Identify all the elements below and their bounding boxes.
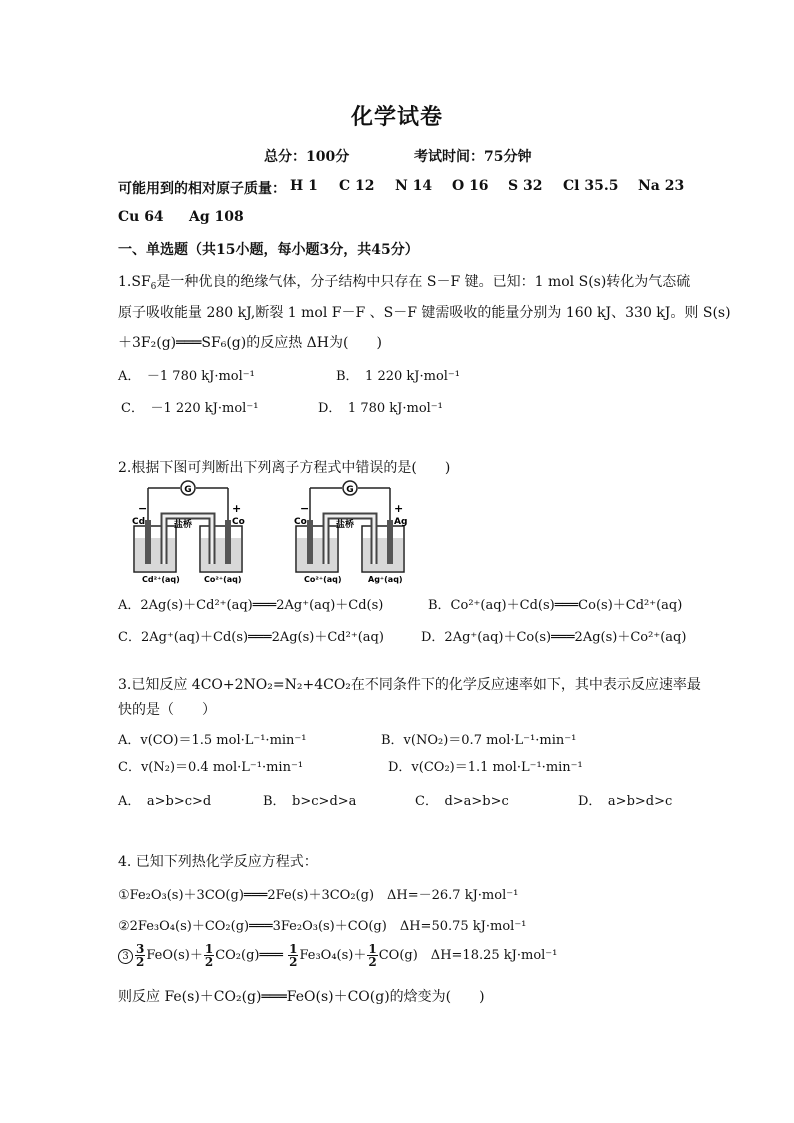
q3-rate-b: B．v(NO₂)＝0.7 mol·L⁻¹·min⁻¹	[381, 733, 577, 748]
q1-line2: 原子吸收能量 280 kJ,断裂 1 mol F－F 、S－F 键需吸收的能量分别为 160 kJ、330 kJ。则 S(s)	[118, 305, 731, 321]
atomic-mass-item: H 1	[290, 178, 318, 194]
cell-1	[132, 481, 245, 584]
electrode-label-left: Co	[294, 517, 307, 527]
q3-option-b: B． b>c>d>a	[263, 794, 357, 809]
atomic-mass-item: O 16	[452, 178, 489, 194]
plus-sign: +	[232, 502, 242, 515]
fraction: $\frac{1}{2}$	[289, 942, 298, 969]
atomic-mass-item: Cu 64	[118, 209, 164, 225]
atomic-mass-label: 可能用到的相对原子质量：	[118, 181, 286, 197]
solution-right	[363, 538, 403, 571]
section-heading: 一、单选题（共15小题，每小题3分，共45分）	[118, 242, 419, 258]
total-score: 总分：100分	[264, 149, 350, 165]
atomic-mass-item: Cl 35.5	[563, 178, 619, 194]
atomic-mass-item: N 14	[395, 178, 433, 194]
galvanometer-label: G	[184, 485, 192, 495]
electrode-label-right: Ag	[394, 517, 408, 527]
solution-label-left: Cd²⁺(aq)	[142, 575, 180, 584]
equation-number-3: 3	[118, 949, 133, 964]
q2-option-c: C．2Ag⁺(aq)＋Cd(s)═══2Ag(s)＋Cd²⁺(aq)	[118, 630, 384, 645]
solution-label-right: Co²⁺(aq)	[204, 575, 242, 584]
q4-equation-1: ①Fe₂O₃(s)＋3CO(g)═══2Fe(s)＋3CO₂(g) ΔH=－26.7 kJ·mol⁻¹	[118, 888, 519, 903]
q1-option-a: A． －1 780 kJ·mol⁻¹	[118, 369, 255, 384]
atomic-mass-item: S 32	[508, 178, 543, 194]
q3-line1: 3.已知反应 4CO+2NO₂=N₂+4CO₂在不同条件下的化学反应速率如下，其中表示反应速率最	[118, 677, 701, 693]
q1-option-b: B． 1 220 kJ·mol⁻¹	[336, 369, 461, 384]
electrode-right	[387, 520, 393, 564]
solution-label-right: Ag⁺(aq)	[368, 575, 403, 584]
q3-option-a: A． a>b>c>d	[118, 794, 212, 809]
minus-sign: −	[138, 502, 148, 515]
q1-option-c: C． －1 220 kJ·mol⁻¹	[121, 401, 259, 416]
q4-stem: 4. 已知下列热化学反应方程式：	[118, 854, 318, 870]
cell-2	[294, 481, 407, 584]
q3-option-d: D． a>b>d>c	[578, 794, 673, 809]
electrode-right	[225, 520, 231, 564]
galvanometer-label: G	[346, 485, 354, 495]
q3-rate-d: D．v(CO₂)＝1.1 mol·L⁻¹·min⁻¹	[388, 760, 583, 775]
electrode-left	[145, 520, 151, 564]
salt-bridge-label: 盐桥	[336, 520, 355, 530]
salt-bridge-label: 盐桥	[174, 520, 193, 530]
solution-label-left: Co²⁺(aq)	[304, 575, 342, 584]
page-title: 化学试卷	[350, 104, 443, 130]
q4-equation-3: 3 $\frac{3}{2}$ FeO(s)＋ $\frac{1}{2}$ CO₂(g)═══ $\frac{1}{2}$ Fe₃O₄(s)＋ $\frac{1}{2}$ CO(g) ΔH=18.25 kJ·mol⁻¹	[118, 941, 557, 971]
atomic-mass-item: Na 23	[638, 178, 685, 194]
q1-option-d: D． 1 780 kJ·mol⁻¹	[318, 401, 443, 416]
q2-option-d: D．2Ag⁺(aq)＋Co(s)═══2Ag(s)＋Co²⁺(aq)	[421, 630, 687, 645]
q2-stem: 2.根据下图可判断出下列离子方程式中错误的是( )	[118, 460, 451, 476]
fraction: $\frac{3}{2}$	[136, 942, 145, 969]
electrode-label-left: Cd	[132, 517, 146, 527]
atomic-mass-item: C 12	[339, 178, 375, 194]
solution-left	[297, 538, 337, 571]
q3-option-c: C． d>a>b>c	[415, 794, 509, 809]
q4-question: 则反应 Fe(s)＋CO₂(g)═══FeO(s)＋CO(g)的焓变为( )	[118, 989, 485, 1005]
q2-option-a: A．2Ag(s)＋Cd²⁺(aq)═══2Ag⁺(aq)＋Cd(s)	[118, 598, 384, 613]
q3-rate-a: A．v(CO)＝1.5 mol·L⁻¹·min⁻¹	[118, 733, 307, 748]
q1-line3: ＋3F₂(g)═══SF₆(g)的反应热 ΔH为( )	[118, 335, 382, 351]
exam-time: 考试时间：75分钟	[414, 149, 532, 165]
galvanic-cells-diagram	[128, 476, 418, 586]
atomic-mass-item: Ag 108	[189, 209, 244, 225]
plus-sign: +	[394, 502, 404, 515]
q4-equation-2: ②2Fe₃O₄(s)＋CO₂(g)═══3Fe₂O₃(s)＋CO(g) ΔH=50.75 kJ·mol⁻¹	[118, 919, 527, 934]
q2-option-b: B．Co²⁺(aq)＋Cd(s)═══Co(s)＋Cd²⁺(aq)	[428, 598, 683, 613]
q3-line2: 快的是（ ）	[118, 702, 216, 718]
q1-line1: $1.SF_6$是一种优良的绝缘气体，分子结构中只存在 S－F 键。已知：1 mol S(s)转化为气态硫	[118, 274, 691, 292]
q3-rate-c: C．v(N₂)＝0.4 mol·L⁻¹·min⁻¹	[118, 760, 304, 775]
solution-right	[201, 538, 241, 571]
electrode-left	[307, 520, 313, 564]
solution-left	[135, 538, 175, 571]
fraction: $\frac{1}{2}$	[368, 942, 377, 969]
minus-sign: −	[300, 502, 310, 515]
electrode-label-right: Co	[232, 517, 245, 527]
fraction: $\frac{1}{2}$	[204, 942, 214, 969]
